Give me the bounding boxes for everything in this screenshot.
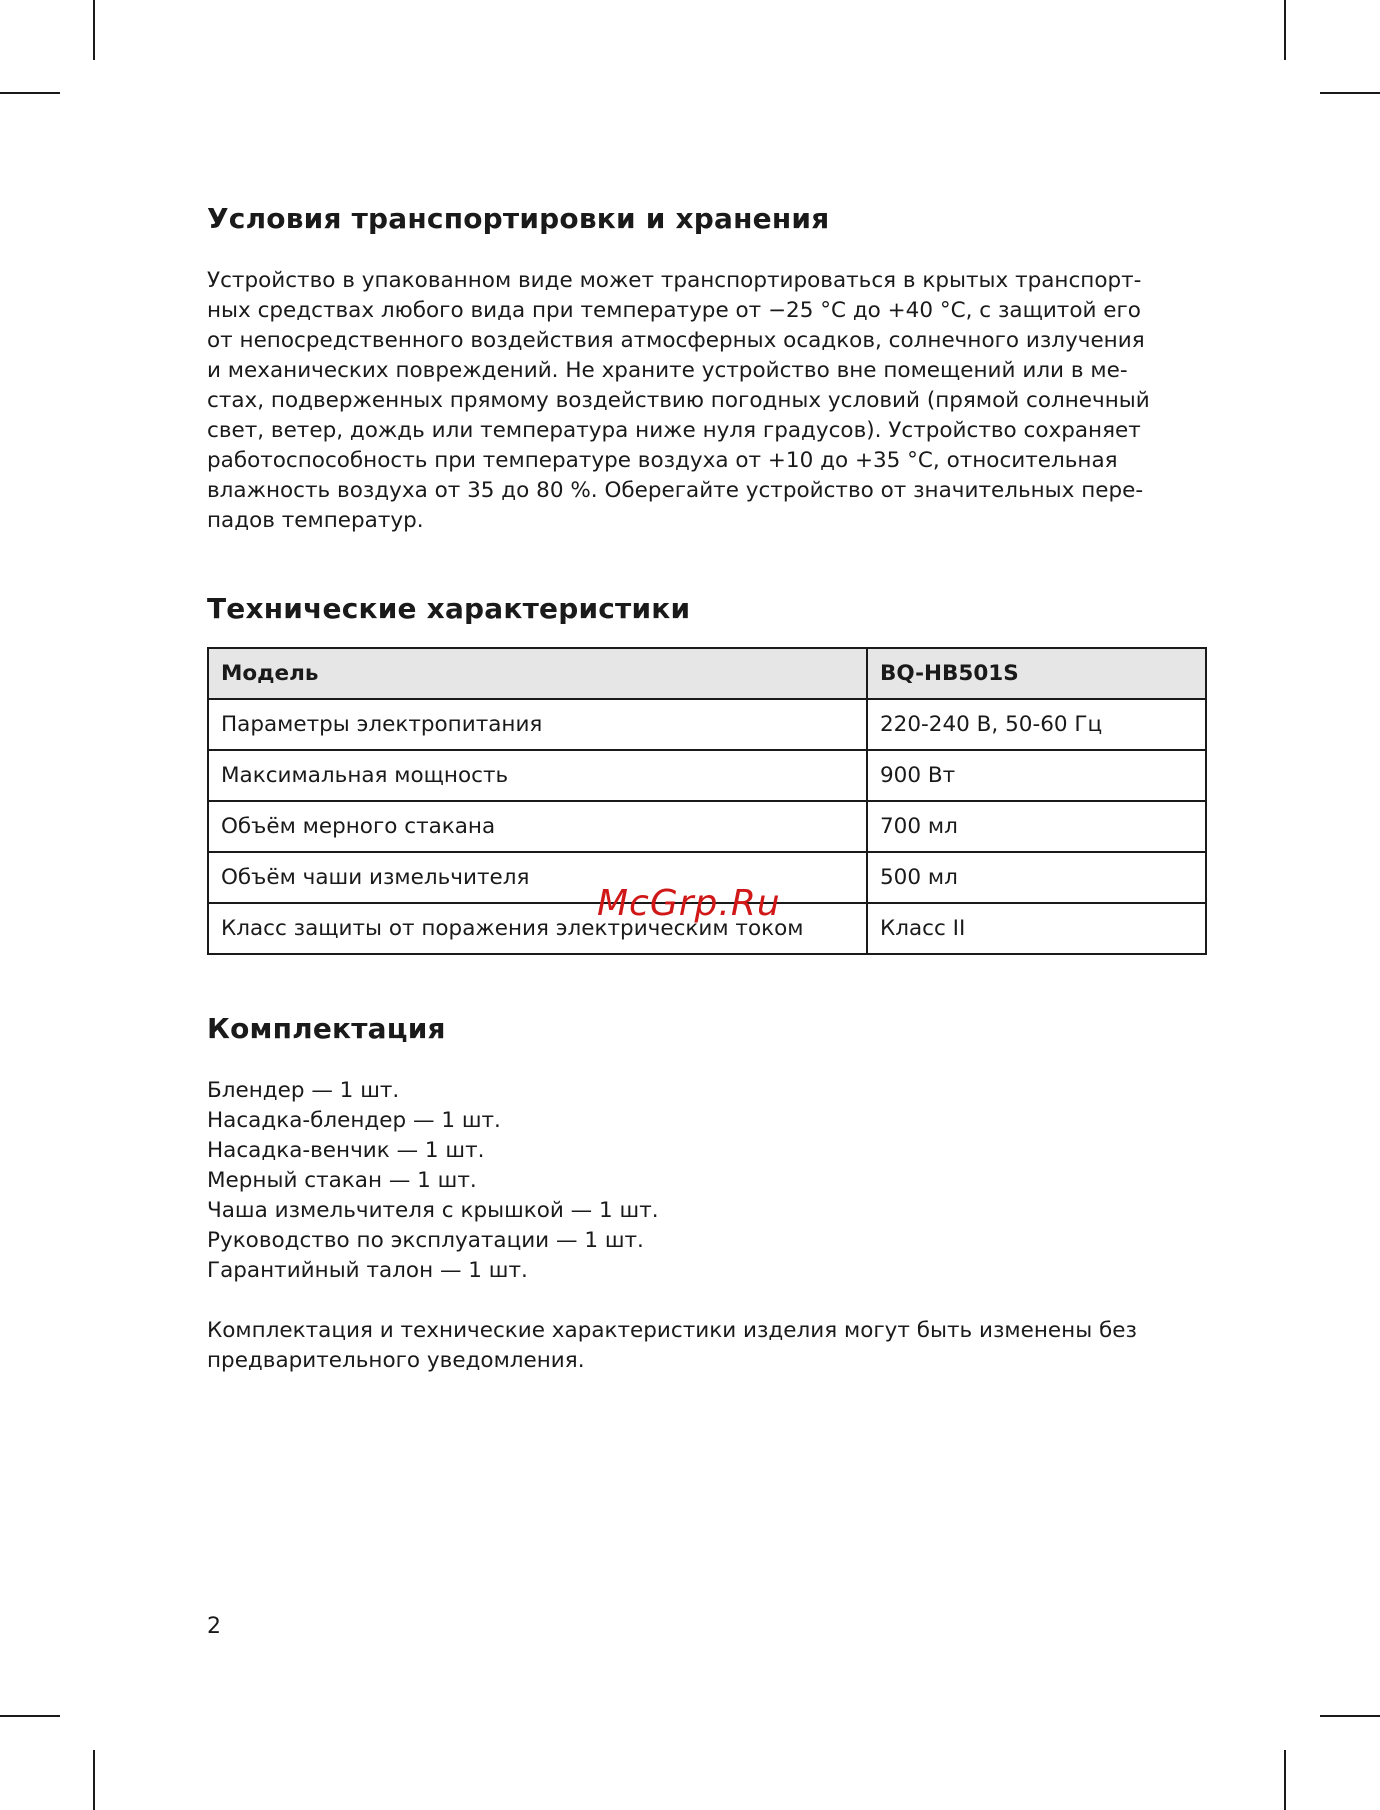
paragraph-line: предварительного уведомления. <box>207 1348 585 1373</box>
table-cell: Класс защиты от поражения электрическим током <box>208 903 867 954</box>
list-item: Руководство по эксплуатации — 1 шт. <box>207 1228 644 1253</box>
paragraph-line: падов температур. <box>207 508 424 533</box>
paragraph-line: влажность воздуха от 35 до 80 %. Оберегайте устройство от значительных пере- <box>207 478 1144 503</box>
table-cell: Объём чаши измельчителя <box>208 852 867 903</box>
table-cell: Параметры электропитания <box>208 699 867 750</box>
page-number: 2 <box>207 1614 221 1639</box>
table-cell: Объём мерного стакана <box>208 801 867 852</box>
table-cell: Класс II <box>867 903 1206 954</box>
paragraph-line: и механических повреждений. Не храните устройство вне помещений или в ме- <box>207 358 1128 383</box>
table-row <box>208 750 1206 801</box>
list-item: Насадка-блендер — 1 шт. <box>207 1108 501 1133</box>
list-item: Гарантийный талон — 1 шт. <box>207 1258 528 1283</box>
specs-section-title: Технические характеристики <box>207 592 691 625</box>
table-row <box>208 699 1206 750</box>
transport-section-title: Условия транспортировки и хранения <box>207 202 830 235</box>
crop-mark-bottom-left-v <box>93 1750 95 1810</box>
paragraph-line: Комплектация и технические характеристики изделия могут быть изменены без <box>207 1318 1137 1343</box>
package-list <box>207 1076 1207 1286</box>
package-note <box>207 1316 1207 1376</box>
table-cell: Максимальная мощность <box>208 750 867 801</box>
crop-mark-bottom-left-h <box>0 1715 60 1717</box>
table-header-cell: Модель <box>208 648 867 699</box>
paragraph-line: работоспособность при температуре воздуха от +10 до +35 °C, относительная <box>207 448 1118 473</box>
list-item: Блендер — 1 шт. <box>207 1078 400 1103</box>
paragraph-line: Устройство в упакованном виде может транспортироваться в крытых транспорт- <box>207 268 1142 293</box>
crop-mark-bottom-right-v <box>1284 1750 1286 1810</box>
crop-mark-top-left-v <box>93 0 95 60</box>
crop-mark-bottom-right-h <box>1320 1715 1380 1717</box>
crop-mark-top-right-v <box>1284 0 1286 60</box>
paragraph-line: от непосредственного воздействия атмосферных осадков, солнечного излучения <box>207 328 1145 353</box>
table-cell: 220-240 В, 50-60 Гц <box>867 699 1206 750</box>
transport-paragraph <box>207 266 1207 536</box>
list-item: Чаша измельчителя с крышкой — 1 шт. <box>207 1198 659 1223</box>
table-cell: 500 мл <box>867 852 1206 903</box>
crop-mark-top-right-h <box>1320 92 1380 94</box>
table-row <box>208 801 1206 852</box>
list-item: Насадка-венчик — 1 шт. <box>207 1138 485 1163</box>
table-header-cell: BQ-HB501S <box>867 648 1206 699</box>
paragraph-line: ных средствах любого вида при температуре от −25 °C до +40 °C, с защитой его <box>207 298 1141 323</box>
crop-mark-top-left-h <box>0 92 60 94</box>
package-section-title: Комплектация <box>207 1012 446 1045</box>
list-item: Мерный стакан — 1 шт. <box>207 1168 477 1193</box>
paragraph-line: стах, подверженных прямому воздействию погодных условий (прямой солнечный <box>207 388 1150 413</box>
watermark: McGrp.Ru <box>597 883 781 924</box>
paragraph-line: свет, ветер, дождь или температура ниже нуля градусов). Устройство сохраняет <box>207 418 1141 443</box>
table-cell: 700 мл <box>867 801 1206 852</box>
table-cell: 900 Вт <box>867 750 1206 801</box>
table-header-row <box>208 648 1206 699</box>
